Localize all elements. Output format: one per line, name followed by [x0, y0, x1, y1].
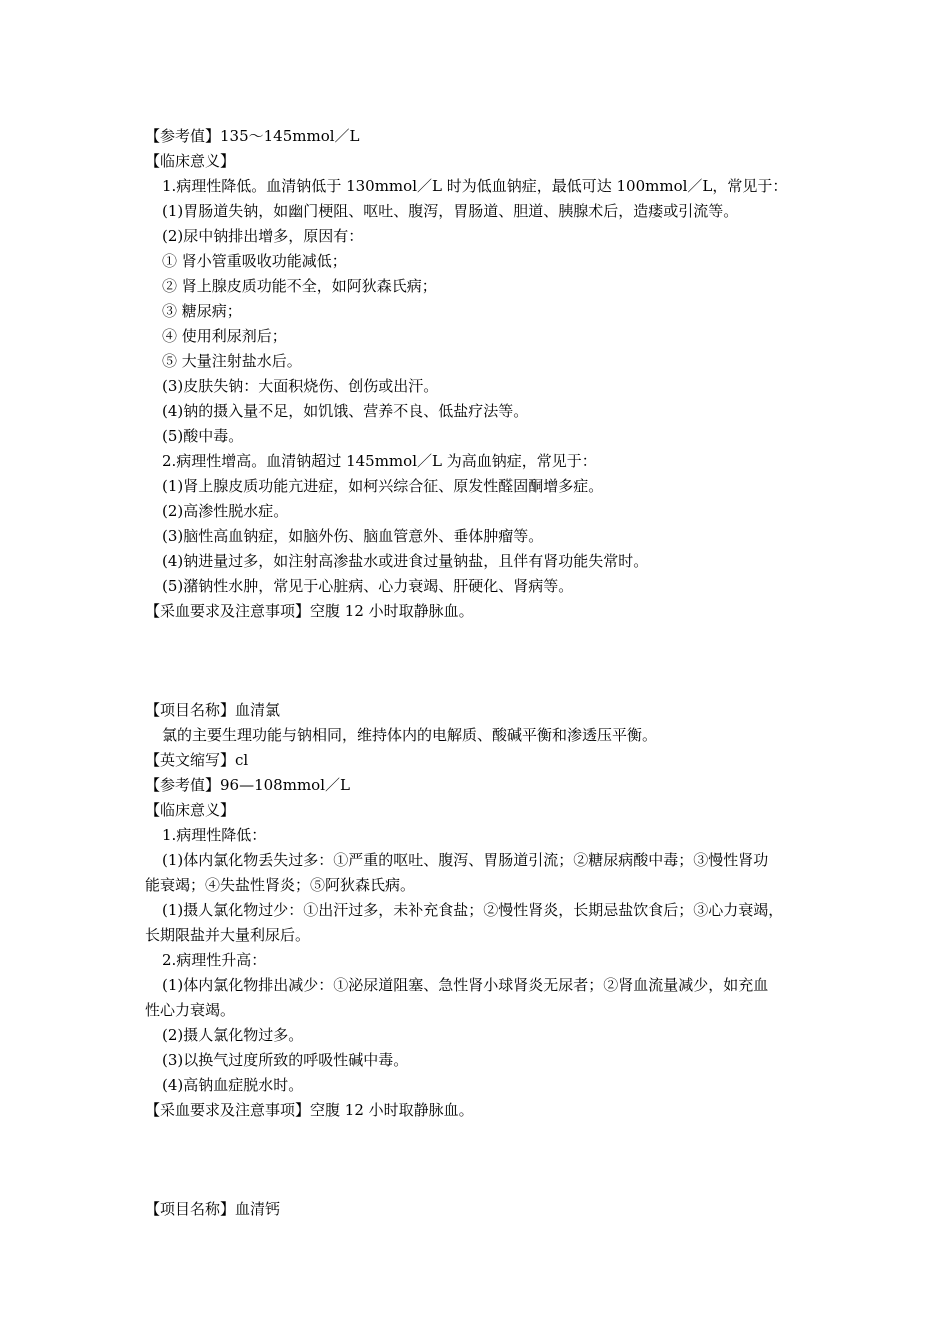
sodium-line-9: (3)皮肤失钠：大面积烧伤、创伤或出汗。	[162, 377, 439, 395]
chloride-decrease-2a: (1)摄人氯化物过少：①出汗过多，未补充食盐；②慢性肾炎，长期忌盐饮食后；③心力衰竭，	[162, 901, 784, 919]
chloride-decrease-1a: (1)体内氯化物丢失过多：①严重的呕吐、腹泻、胃肠道引流；②糖尿病酸中毒；③慢性肾功	[162, 851, 769, 869]
calcium-item-name: 【项目名称】血清钙	[145, 1200, 281, 1218]
chloride-clinical-heading: 【临床意义】	[145, 801, 236, 819]
chloride-intro: 氯的主要生理功能与钠相同，维持体内的电解质、酸碱平衡和渗透压平衡。	[162, 726, 658, 744]
sodium-line-11: (5)酸中毒。	[162, 427, 244, 445]
sodium-line-15: (3)脑性高血钠症，如脑外伤、脑血管意外、垂体肿瘤等。	[162, 527, 544, 545]
sodium-line-6: ③ 糖尿病；	[162, 302, 242, 320]
sodium-line-3: (2)尿中钠排出增多，原因有：	[162, 227, 364, 245]
chloride-increase-1b: 性心力衰竭。	[145, 1001, 236, 1019]
chloride-decrease-heading: 1.病理性降低：	[162, 826, 267, 844]
sodium-line-7: ④ 使用利尿剂后；	[162, 327, 287, 345]
sodium-line-16: (4)钠进量过多，如注射高渗盐水或进食过量钠盐，且伴有肾功能失常时。	[162, 552, 649, 570]
sodium-line-1: 1.病理性降低。血清钠低于 130mmol／L 时为低血钠症，最低可达 100mmol／L，常见于：	[162, 177, 788, 195]
chloride-increase-heading: 2.病理性升高：	[162, 951, 267, 969]
sodium-line-4: ① 肾小管重吸收功能减低；	[162, 252, 347, 270]
sodium-line-2: (1)胃肠道失钠，如幽门梗阻、呕吐、腹泻，胃肠道、胆道、胰腺术后，造瘘或引流等。	[162, 202, 739, 220]
chloride-increase-1a: (1)体内氯化物排出减少：①泌尿道阻塞、急性肾小球肾炎无尿者；②肾血流量减少，如充血	[162, 976, 769, 994]
chloride-abbreviation: 【英文缩写】cl	[145, 751, 249, 769]
chloride-item-name: 【项目名称】血清氯	[145, 701, 281, 719]
sodium-line-12: 2.病理性增高。血清钠超过 145mmol／L 为高血钠症，常见于：	[162, 452, 597, 470]
sodium-reference-value: 【参考值】135～145mmol／L	[145, 127, 360, 145]
sodium-line-10: (4)钠的摄入量不足，如饥饿、营养不良、低盐疗法等。	[162, 402, 529, 420]
sodium-line-5: ② 肾上腺皮质功能不全，如阿狄森氏病；	[162, 277, 437, 295]
chloride-increase-4: (4)高钠血症脱水时。	[162, 1076, 304, 1094]
sodium-sampling-note: 【采血要求及注意事项】空腹 12 小时取静脉血。	[145, 602, 474, 620]
chloride-decrease-1b: 能衰竭；④失盐性肾炎；⑤阿狄森氏病。	[145, 876, 416, 894]
chloride-sampling-note: 【采血要求及注意事项】空腹 12 小时取静脉血。	[145, 1101, 474, 1119]
chloride-increase-2: (2)摄人氯化物过多。	[162, 1026, 304, 1044]
sodium-line-13: (1)肾上腺皮质功能亢进症，如柯兴综合征、原发性醛固酮增多症。	[162, 477, 604, 495]
chloride-increase-3: (3)以换气过度所致的呼吸性碱中毒。	[162, 1051, 409, 1069]
sodium-line-8: ⑤ 大量注射盐水后。	[162, 352, 302, 370]
sodium-line-14: (2)高渗性脱水症。	[162, 502, 289, 520]
sodium-clinical-heading: 【临床意义】	[145, 152, 236, 170]
chloride-decrease-2b: 长期限盐并大量利尿后。	[145, 926, 311, 944]
sodium-line-17: (5)潴钠性水肿，常见于心脏病、心力衰竭、肝硬化、肾病等。	[162, 577, 574, 595]
chloride-reference-value: 【参考值】96—108mmol／L	[145, 776, 350, 794]
